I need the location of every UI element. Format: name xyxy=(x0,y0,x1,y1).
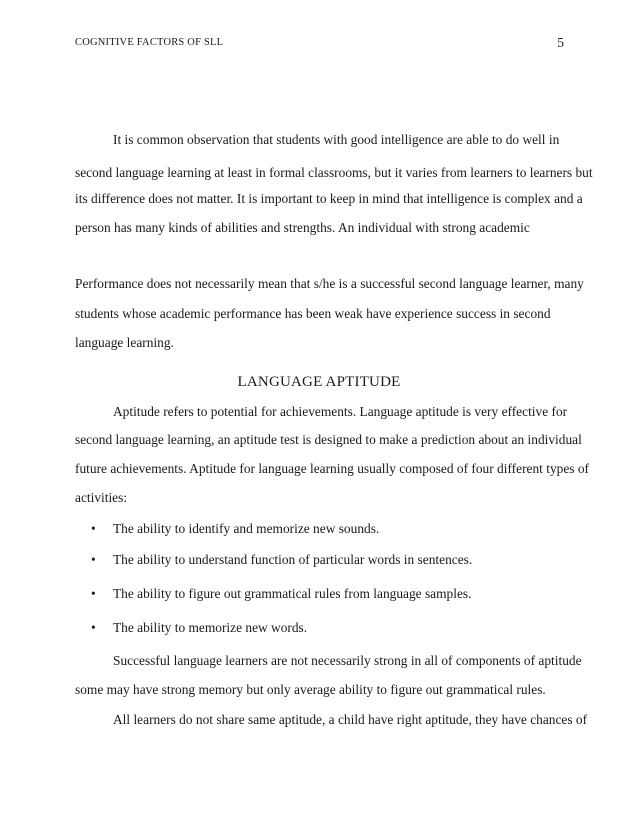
paragraph-line: Performance does not necessarily mean that s/he is a successful second language learner, many xyxy=(75,276,584,291)
bullet-marker: • xyxy=(91,521,96,536)
section-heading: LANGUAGE APTITUDE xyxy=(237,374,401,390)
bullet-marker: • xyxy=(91,620,96,635)
page-number: 5 xyxy=(557,35,564,50)
paragraph-line: Successful language learners are not necessarily strong in all of components of aptitude xyxy=(113,653,582,668)
paragraph-line: activities: xyxy=(75,490,128,505)
paragraph-line: some may have strong memory but only average ability to figure out grammatical rules. xyxy=(75,682,546,697)
bullet-marker: • xyxy=(91,586,96,601)
paragraph-line: language learning. xyxy=(75,335,174,350)
paragraph-line: students whose academic performance has been weak have experience success in second xyxy=(75,306,551,321)
bullet-item: The ability to memorize new words. xyxy=(113,620,308,635)
running-head: COGNITIVE FACTORS OF SLL xyxy=(75,37,224,48)
bullet-item: The ability to understand function of particular words in sentences. xyxy=(113,552,473,567)
paragraph-line: second language learning at least in formal classrooms, but it varies from learners to learners but xyxy=(75,165,593,180)
paragraph-line: person has many kinds of abilities and strengths. An individual with strong academic xyxy=(75,220,530,235)
bullet-item: The ability to identify and memorize new sounds. xyxy=(113,521,380,536)
paragraph-line: Aptitude refers to potential for achievements. Language aptitude is very effective for xyxy=(113,404,568,419)
paragraph-line: It is common observation that students with good intelligence are able to do well in xyxy=(113,132,560,147)
paragraph-line: future achievements. Aptitude for language learning usually composed of four different types of xyxy=(75,461,590,476)
paragraph-line: second language learning, an aptitude test is designed to make a prediction about an individual xyxy=(75,432,582,447)
paragraph-line: its difference does not matter. It is important to keep in mind that intelligence is complex and a xyxy=(75,191,583,206)
bullet-marker: • xyxy=(91,552,96,567)
paragraph-line: All learners do not share same aptitude, a child have right aptitude, they have chances of xyxy=(113,712,588,727)
bullet-item: The ability to figure out grammatical rules from language samples. xyxy=(113,586,472,601)
